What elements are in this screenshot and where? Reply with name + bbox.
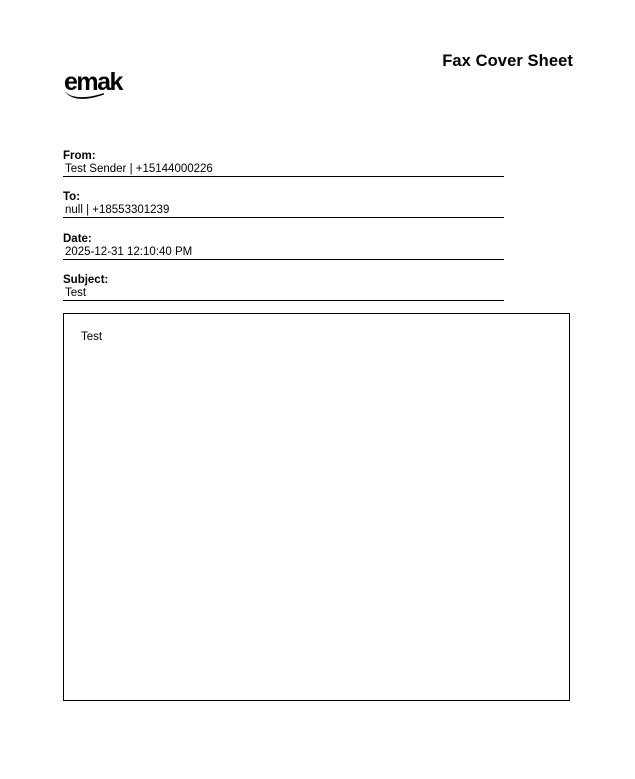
logo-wordmark: emak (64, 68, 122, 96)
emak-logo (60, 66, 140, 106)
date-value: 2025-12-31 12:10:40 PM (63, 246, 504, 260)
from-label: From: (63, 150, 96, 162)
message-box (63, 313, 570, 701)
message-body: Test (81, 331, 103, 343)
to-label: To: (63, 191, 81, 203)
to-value: null | +18553301239 (63, 204, 504, 218)
subject-value: Test (63, 287, 504, 301)
date-field (63, 233, 504, 260)
page-title: Fax Cover Sheet (442, 52, 573, 70)
subject-label: Subject: (63, 274, 109, 286)
from-field (63, 150, 504, 177)
date-label: Date: (63, 233, 92, 245)
from-value: Test Sender | +15144000226 (63, 163, 504, 177)
to-field (63, 191, 504, 218)
subject-field (63, 274, 504, 301)
